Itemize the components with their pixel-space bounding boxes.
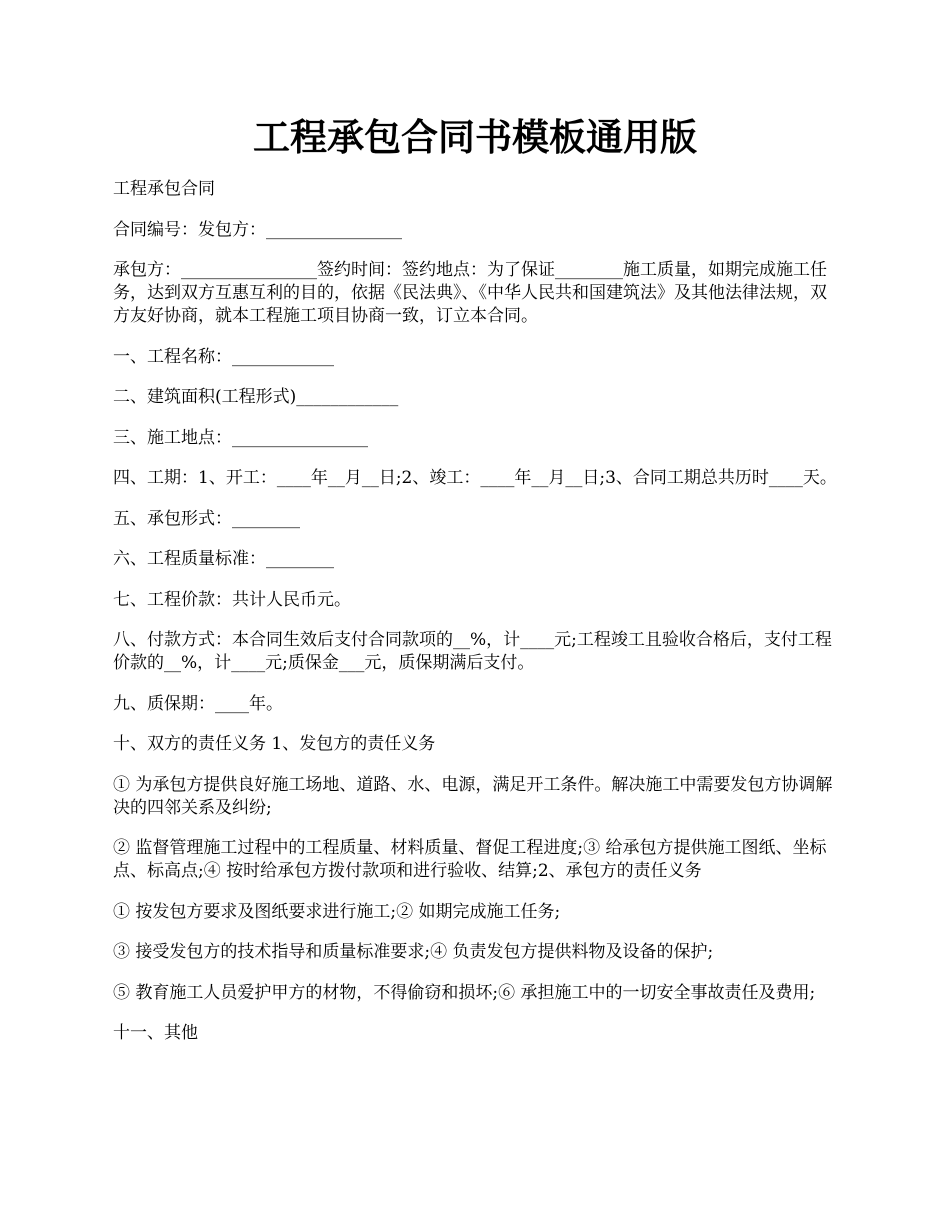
para-project-price: 七、工程价款：共计人民币元。 bbox=[113, 589, 351, 610]
para-other-heading: 十一、其他 bbox=[113, 1023, 198, 1043]
document-body bbox=[113, 178, 843, 1063]
para-employer-duty-2: ② 监督管理施工过程中的工程质量、材料质量、督促工程进度;③ 给承包方提供施工图纸、坐标点、标高点;④ 按时给承包方拨付款项和进行验收、结算;2、承包方的责任义务 bbox=[113, 838, 827, 881]
para-contractor-duty-3: ⑤ 教育施工人员爱护甲方的材物，不得偷窃和损坏;⑥ 承担施工中的一切安全事故责任及费用; bbox=[113, 982, 816, 1003]
para-employer-duty-1: ① 为承包方提供良好施工场地、道路、水、电源，满足开工条件。解决施工中需要发包方协调解决的四邻关系及纠纷; bbox=[113, 774, 833, 818]
para-contract-number: 合同编号：发包方：________________ bbox=[113, 219, 402, 240]
para-contract-form: 五、承包形式：________ bbox=[113, 508, 300, 529]
para-duration: 四、工期：1、开工：____年__月__日;2、竣工：____年__月__日;3、合同工期总共历时____天。 bbox=[113, 468, 837, 488]
para-building-area: 二、建筑面积(工程形式)____________ bbox=[113, 387, 399, 407]
para-project-name: 一、工程名称：____________ bbox=[113, 346, 334, 367]
document-title: 工程承包合同书模板通用版 bbox=[253, 115, 697, 159]
para-contract-heading: 工程承包合同 bbox=[113, 179, 215, 199]
para-contractor-duty-2: ③ 接受发包方的技术指导和质量标准要求;④ 负责发包方提供料物及设备的保护; bbox=[113, 942, 714, 962]
para-payment-method: 八、付款方式：本合同生效后支付合同款项的__%，计____元;工程竣工且验收合格后，支付工程价款的__%，计____元;质保金___元，质保期满后支付。 bbox=[113, 630, 832, 673]
para-responsibilities-heading: 十、双方的责任义务 1、发包方的责任义务 bbox=[113, 734, 436, 754]
para-construction-site: 三、施工地点：________________ bbox=[113, 427, 368, 448]
para-quality-standard: 六、工程质量标准：________ bbox=[113, 549, 334, 569]
para-warranty-period: 九、质保期：____年。 bbox=[113, 693, 283, 714]
para-contractor-preamble: 承包方：________________签约时间：签约地点：为了保证________施工质量，如期完成施工任务，达到双方互惠互利的目的，依据《民法典》、《中华人民共和国建筑法》及其他法律法规，双方友好协商，就本工程施工项目协商一致，订立本合同。 bbox=[113, 260, 827, 326]
para-contractor-duty-1: ① 按发包方要求及图纸要求进行施工;② 如期完成施工任务; bbox=[113, 901, 561, 922]
